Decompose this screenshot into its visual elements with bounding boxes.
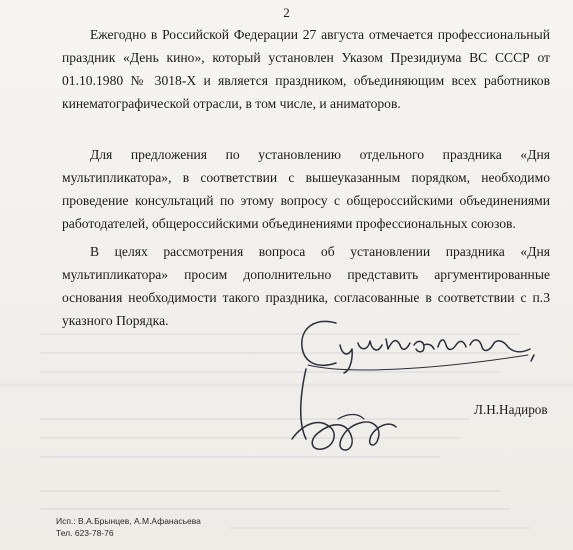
bleed-through-line [40, 508, 510, 510]
page-number: 2 [283, 5, 290, 20]
paragraph-consultations [62, 143, 550, 235]
handwritten-signature [278, 315, 548, 465]
paragraph-text: Ежегодно в Российской Федерации 27 августа отмечается профессиональный праздник «День кино», который установлен Указом Президиума ВС СССР от 01.10.1980 № 3018-Х и является праздником, объединяющим всех работников кинематографической отрасли, в том числе, и аниматоров. [62, 27, 550, 111]
paragraph-text: В целях рассмотрения вопроса об установлении праздника «Дня мультипликатора» просим дополнительно представить аргументированные основания необходимости такого праздника, согласованные в соответствии с п.3 указного Порядка. [62, 244, 550, 328]
executor-phone: Тел. 623-78-76 [56, 528, 114, 538]
executor-block [56, 515, 201, 539]
bleed-through-line [40, 490, 500, 492]
signer-name: Л.Н.Надиров [474, 402, 548, 417]
bleed-through-line [230, 527, 530, 529]
executor-names: Исп.: В.А.Брынцев, А.М.Афанасьева [56, 516, 201, 526]
paragraph-professional-holiday [62, 23, 550, 115]
paragraph-text: Для предложения по установлению отдельного праздника «Дня мультипликатора», в соответствии с вышеуказанным порядком, необходимо проведение консультаций по этому вопросу с общероссийскими объединениями работодателей, общероссийскими объединениями профессиональных союзов. [62, 147, 550, 231]
